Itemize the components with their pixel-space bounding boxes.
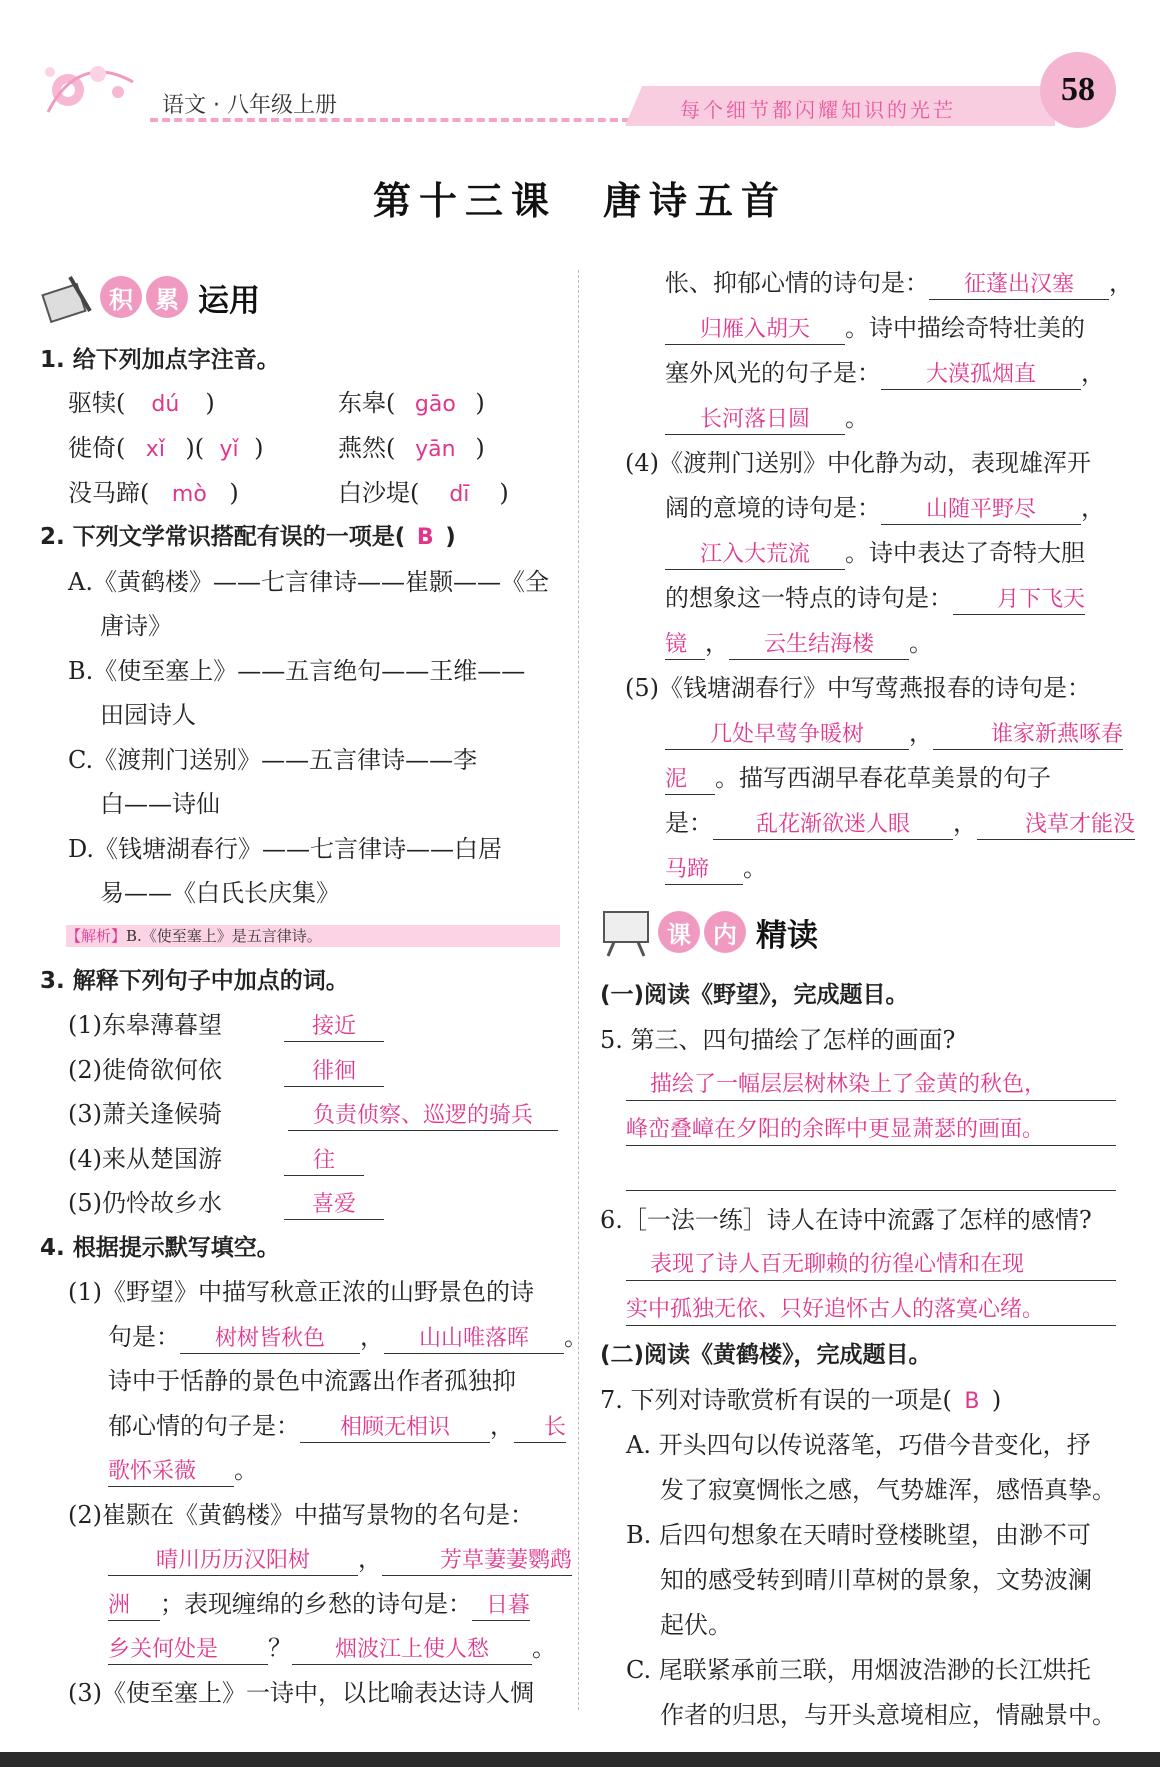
page-number: 58 (1061, 71, 1095, 108)
q4-fill-line: 塞外风光的句子是： 大漠孤烟直 ， (665, 358, 1105, 390)
q4-fill-line: 几处早莺争暖树 ， 谁家新燕啄春 (665, 718, 1123, 750)
q4-fill-line: 乡关何处是 ？ 烟波江上使人愁 。 (108, 1633, 556, 1665)
q4-text: (2)崔颢在《黄鹤楼》中描写景物的名句是： (68, 1501, 534, 1529)
q2-option: 白——诗仙 (100, 790, 220, 818)
analysis-note: 【解析】B.《使至塞上》是五言律诗。 (66, 925, 560, 947)
section-reading-banner (598, 905, 818, 959)
q4-text: (1)《野望》中描写秋意正浓的山野景色的诗 (68, 1278, 534, 1306)
q2-option: A.《黄鹤楼》——七言律诗——崔颢——《全 (68, 568, 549, 596)
q7-option: A. 开头四句以传说落笔，巧借今昔变化，抒 (626, 1431, 1091, 1459)
q4-fill-line: 是： 乱花渐欲迷人眼 ， 浅草才能没 (665, 808, 1135, 840)
q2-option: 易——《白氏长庆集》 (100, 879, 340, 907)
q2-prompt: 2. 下列文学常识搭配有误的一项是( B ) (40, 524, 456, 550)
header-divider (150, 118, 630, 122)
banner-label: 运用 (198, 282, 260, 319)
q4-text: (4)《渡荆门送别》中化静为动，表现雄浑开 (625, 449, 1091, 477)
q4-fill-line: 怅、抑郁心情的诗句是： 征蓬出汉塞 ， (665, 268, 1133, 300)
banner-char-1: 积 (100, 276, 142, 318)
flower-ornament-icon (38, 52, 138, 122)
q7-option: 作者的归思，与开头意境相应，情融景中。 (660, 1701, 1116, 1729)
q1-item: 驱犊( dú ) (68, 389, 215, 417)
q4-text: (3)《使至塞上》一诗中，以比喻表达诗人惆 (68, 1679, 534, 1707)
q3-item: (1)东皋薄暮望 接近 (68, 1010, 384, 1042)
q4-fill-line: 歌怀采薇 。 (108, 1455, 258, 1487)
q5-answer-line: 描绘了一幅层层树林染上了金黄的秋色， (626, 1070, 1116, 1101)
banner-char-2: 累 (146, 276, 188, 318)
bottom-edge-bar (0, 1752, 1160, 1767)
q2-option: 唐诗》 (100, 612, 172, 640)
q1-prompt: 1. 给下列加点字注音。 (40, 347, 280, 373)
q3-item: (3)萧关逢候骑 负责侦察、巡逻的骑兵 (68, 1099, 558, 1131)
q4-fill-line: 马蹄 。 (665, 853, 767, 885)
reading-part-1: (一)阅读《野望》，完成题目。 (600, 982, 909, 1008)
q6-answer-line: 实中孤独无依、只好追怀古人的落寞心绪。 (626, 1295, 1116, 1326)
q2-option: 田园诗人 (100, 701, 196, 729)
q4-fill-line: 归雁入胡天 。诗中描绘奇特壮美的 (665, 313, 1085, 345)
q1-item: 东皋( gāo ) (338, 389, 485, 417)
banner-label: 精读 (756, 917, 818, 954)
q7-option: C. 尾联紧承前三联，用烟波浩渺的长江烘托 (626, 1656, 1091, 1684)
q4-fill-line: 镜 ， 云生结海楼 。 (665, 628, 933, 660)
q4-text: 诗中于恬静的景色中流露出作者孤独抑 (108, 1367, 516, 1395)
page-number-badge (1040, 52, 1116, 128)
q5-blank-line (626, 1160, 1116, 1191)
q4-text: (5)《钱塘湖春行》中写莺燕报春的诗句是： (625, 674, 1091, 702)
q4-fill-line: 阔的意境的诗句是： 山随平野尽 ， (665, 493, 1105, 525)
book-pen-icon (40, 271, 96, 323)
q6-prompt: 6.［一法一练］诗人在诗中流露了怎样的感情? (600, 1206, 1092, 1234)
header-slogan: 每个细节都闪耀知识的光芒 (680, 98, 956, 122)
q2-option: B.《使至塞上》——五言绝句——王维—— (68, 657, 526, 685)
q7-prompt: 7. 下列对诗歌赏析有误的一项是( B ) (600, 1386, 1002, 1414)
q1-item: 白沙堤( dī ) (338, 479, 509, 507)
lesson-title: 第十三课 唐诗五首 (372, 178, 787, 223)
book-subject: 语文 · 八年级上册 (162, 93, 337, 118)
banner-char-1: 课 (658, 911, 700, 953)
q1-item: 燕然( yān ) (338, 434, 485, 462)
easel-board-icon (598, 906, 654, 958)
q3-item: (4)来从楚国游 往 (68, 1144, 364, 1176)
reading-part-2: (二)阅读《黄鹤楼》，完成题目。 (600, 1342, 932, 1368)
banner-char-2: 内 (704, 911, 746, 953)
q7-option: 知的感受转到晴川草树的景象，文势波澜 (660, 1566, 1092, 1594)
section-accumulate-banner (40, 270, 260, 324)
q4-fill-line: 泥 。描写西湖早春花草美景的句子 (665, 763, 1051, 795)
q5-prompt: 5. 第三、四句描绘了怎样的画面? (600, 1026, 956, 1054)
q4-fill-line: 晴川历历汉阳树 ， 芳草萋萋鹦鹉 (108, 1544, 572, 1576)
column-divider (578, 270, 579, 1710)
q1-item: 徙倚( xǐ )( yǐ ) (68, 434, 264, 462)
q3-item: (2)徙倚欲何依 徘徊 (68, 1055, 384, 1087)
q1-item: 没马蹄( mò ) (68, 479, 239, 507)
q4-fill-line: 的想象这一特点的诗句是： 月下飞天 (665, 583, 1085, 615)
q7-option: 发了寂寞惆怅之感，气势雄浑，感悟真挚。 (660, 1476, 1116, 1504)
q4-fill-line: 江入大荒流 。诗中表达了奇特大胆 (665, 538, 1085, 570)
q2-option: D.《钱塘湖春行》——七言律诗——白居 (68, 835, 503, 863)
q3-prompt: 3. 解释下列句子中加点的词。 (40, 968, 349, 994)
q4-fill-line: 郁心情的句子是： 相顾无相识 ， 长 (108, 1411, 566, 1443)
q4-fill-line: 长河落日圆 。 (665, 403, 869, 435)
q5-answer-line: 峰峦叠嶂在夕阳的余晖中更显萧瑟的画面。 (626, 1115, 1116, 1146)
q4-fill-line: 句是： 树树皆秋色 ， 山山唯落晖 。 (108, 1322, 588, 1354)
q2-option: C.《渡荆门送别》——五言律诗——李 (68, 746, 478, 774)
q4-fill-line: 洲 ；表现缠绵的乡愁的诗句是： 日暮 (108, 1589, 530, 1621)
q7-option: B. 后四句想象在天晴时登楼眺望，由渺不可 (626, 1521, 1091, 1549)
q3-item: (5)仍怜故乡水 喜爱 (68, 1188, 384, 1220)
q7-option: 起伏。 (660, 1611, 732, 1639)
q4-prompt: 4. 根据提示默写填空。 (40, 1235, 280, 1261)
q6-answer-line: 表现了诗人百无聊赖的彷徨心情和在现 (626, 1250, 1116, 1281)
